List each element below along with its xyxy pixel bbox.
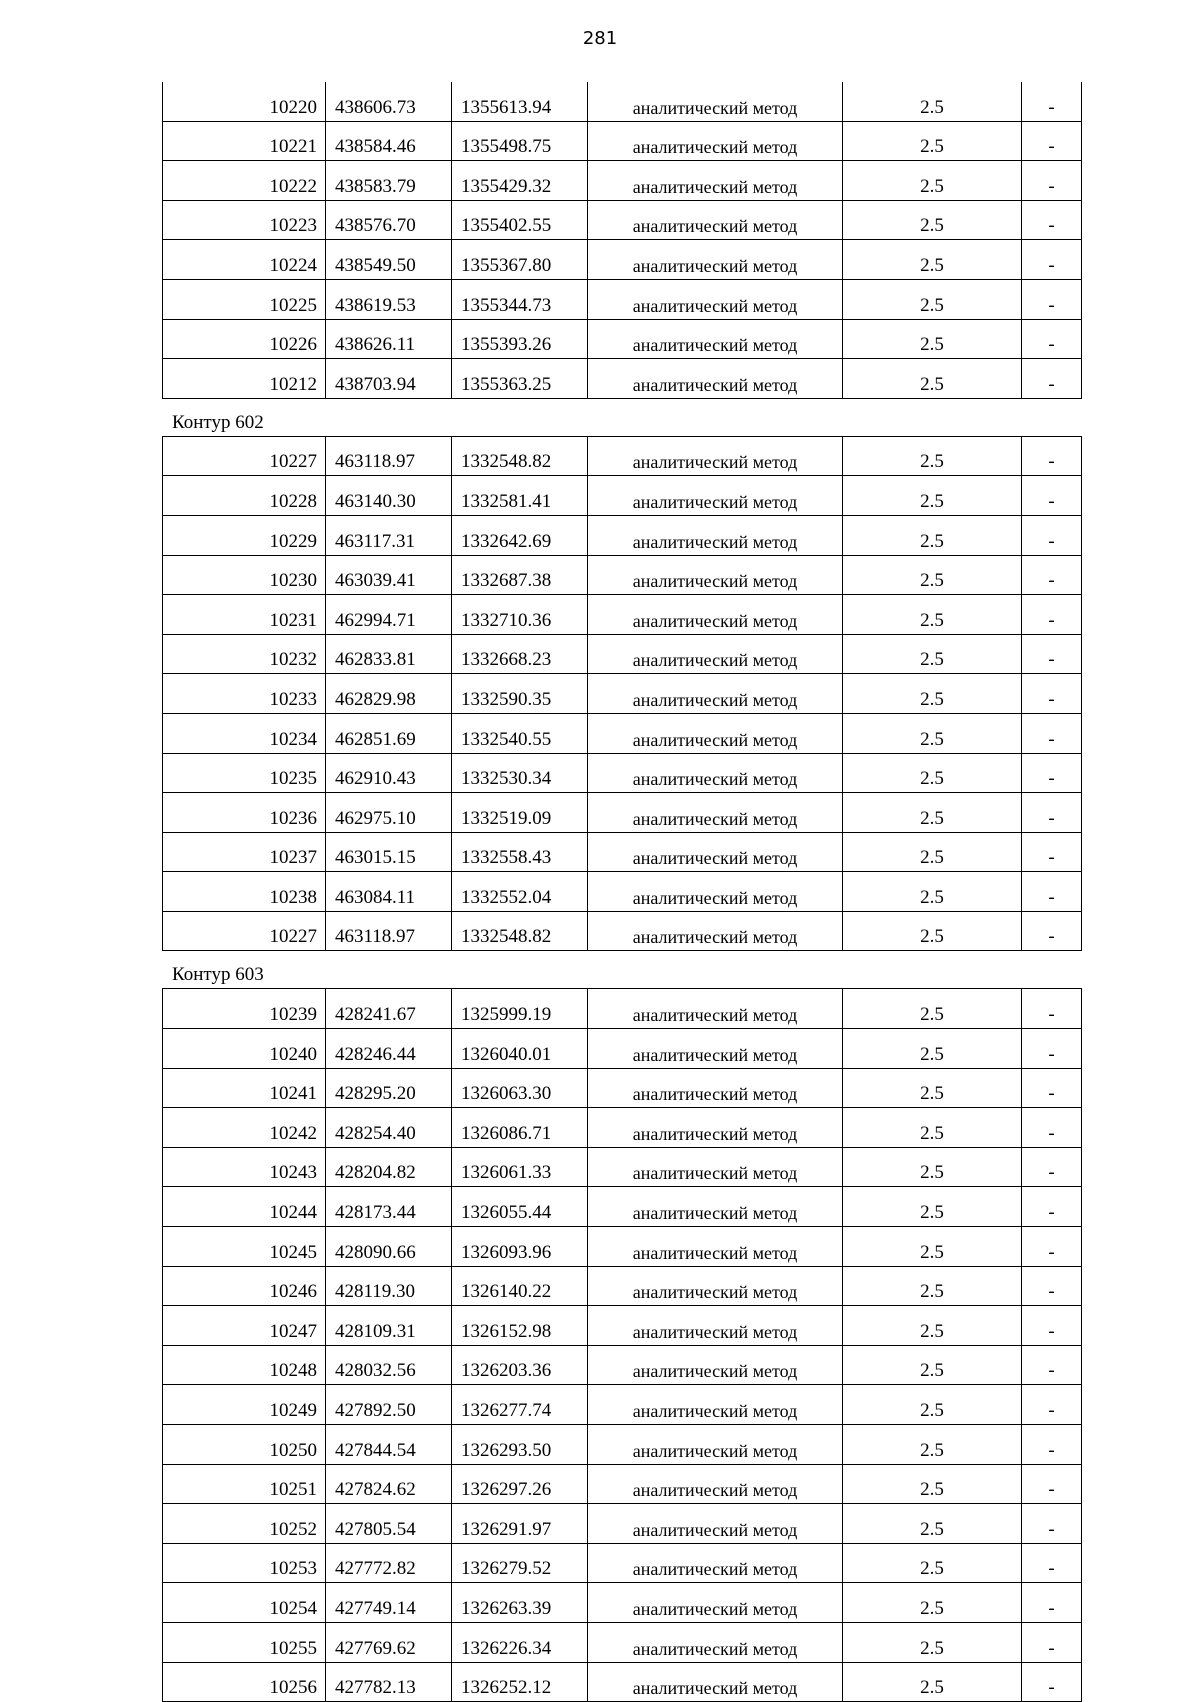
x-coordinate-cell: 428032.56 <box>326 1345 452 1385</box>
method-cell: аналитический метод <box>588 634 843 674</box>
method-cell: аналитический метод <box>588 989 843 1029</box>
description-cell: - <box>1022 240 1082 280</box>
description-cell: - <box>1022 793 1082 833</box>
contour-label: Контур 602 <box>172 411 264 433</box>
y-coordinate-cell: 1355498.75 <box>452 121 588 161</box>
point-number-cell: 10256 <box>163 1662 326 1702</box>
y-coordinate-cell: 1326203.36 <box>452 1345 588 1385</box>
precision-cell: 2.5 <box>843 121 1022 161</box>
table-row <box>163 515 1082 555</box>
method-cell: аналитический метод <box>588 713 843 753</box>
point-number-cell: 10247 <box>163 1306 326 1346</box>
point-number-cell: 10243 <box>163 1147 326 1187</box>
precision-cell: 2.5 <box>843 1622 1022 1662</box>
x-coordinate-cell: 438606.73 <box>326 82 452 121</box>
method-cell: аналитический метод <box>588 121 843 161</box>
x-coordinate-cell: 462975.10 <box>326 793 452 833</box>
method-cell: аналитический метод <box>588 1385 843 1425</box>
precision-cell: 2.5 <box>843 753 1022 793</box>
precision-cell: 2.5 <box>843 674 1022 714</box>
page-number: 281 <box>582 28 618 49</box>
description-cell: - <box>1022 1543 1082 1583</box>
precision-cell: 2.5 <box>843 1187 1022 1227</box>
description-cell: - <box>1022 319 1082 359</box>
method-cell: аналитический метод <box>588 1266 843 1306</box>
precision-cell: 2.5 <box>843 1425 1022 1465</box>
description-cell: - <box>1022 1068 1082 1108</box>
table-row <box>163 121 1082 161</box>
description-cell: - <box>1022 1385 1082 1425</box>
method-cell: аналитический метод <box>588 240 843 280</box>
x-coordinate-cell: 463084.11 <box>326 872 452 912</box>
point-number-cell: 10230 <box>163 555 326 595</box>
x-coordinate-cell: 438583.79 <box>326 161 452 201</box>
x-coordinate-cell: 438626.11 <box>326 319 452 359</box>
method-cell: аналитический метод <box>588 1504 843 1544</box>
point-number-cell: 10223 <box>163 200 326 240</box>
table-row <box>163 1425 1082 1465</box>
table-row <box>163 279 1082 319</box>
method-cell: аналитический метод <box>588 1464 843 1504</box>
point-number-cell: 10233 <box>163 674 326 714</box>
precision-cell: 2.5 <box>843 436 1022 476</box>
precision-cell: 2.5 <box>843 595 1022 635</box>
x-coordinate-cell: 438619.53 <box>326 279 452 319</box>
y-coordinate-cell: 1325999.19 <box>452 989 588 1029</box>
method-cell: аналитический метод <box>588 753 843 793</box>
method-cell: аналитический метод <box>588 1108 843 1148</box>
precision-cell: 2.5 <box>843 1345 1022 1385</box>
table-row <box>163 436 1082 476</box>
description-cell: - <box>1022 515 1082 555</box>
x-coordinate-cell: 427805.54 <box>326 1504 452 1544</box>
y-coordinate-cell: 1355363.25 <box>452 359 588 399</box>
precision-cell: 2.5 <box>843 1266 1022 1306</box>
x-coordinate-cell: 427772.82 <box>326 1543 452 1583</box>
description-cell: - <box>1022 121 1082 161</box>
point-number-cell: 10255 <box>163 1622 326 1662</box>
method-cell: аналитический метод <box>588 1029 843 1069</box>
precision-cell: 2.5 <box>843 515 1022 555</box>
y-coordinate-cell: 1332519.09 <box>452 793 588 833</box>
point-number-cell: 10232 <box>163 634 326 674</box>
precision-cell: 2.5 <box>843 1583 1022 1623</box>
table-row <box>163 1108 1082 1148</box>
y-coordinate-cell: 1355402.55 <box>452 200 588 240</box>
point-number-cell: 10242 <box>163 1108 326 1148</box>
method-cell: аналитический метод <box>588 1345 843 1385</box>
description-cell: - <box>1022 476 1082 516</box>
method-cell: аналитический метод <box>588 793 843 833</box>
precision-cell: 2.5 <box>843 200 1022 240</box>
point-number-cell: 10231 <box>163 595 326 635</box>
y-coordinate-cell: 1326291.97 <box>452 1504 588 1544</box>
table-row <box>163 319 1082 359</box>
point-number-cell: 10225 <box>163 279 326 319</box>
precision-cell: 2.5 <box>843 161 1022 201</box>
point-number-cell: 10236 <box>163 793 326 833</box>
point-number-cell: 10222 <box>163 161 326 201</box>
description-cell: - <box>1022 555 1082 595</box>
y-coordinate-cell: 1355393.26 <box>452 319 588 359</box>
y-coordinate-cell: 1326293.50 <box>452 1425 588 1465</box>
description-cell: - <box>1022 161 1082 201</box>
point-number-cell: 10226 <box>163 319 326 359</box>
table-row <box>163 1662 1082 1702</box>
precision-cell: 2.5 <box>843 476 1022 516</box>
description-cell: - <box>1022 279 1082 319</box>
method-cell: аналитический метод <box>588 1662 843 1702</box>
method-cell: аналитический метод <box>588 1543 843 1583</box>
method-cell: аналитический метод <box>588 1306 843 1346</box>
x-coordinate-cell: 428204.82 <box>326 1147 452 1187</box>
table-row <box>163 1306 1082 1346</box>
table-row <box>163 555 1082 595</box>
precision-cell: 2.5 <box>843 1385 1022 1425</box>
precision-cell: 2.5 <box>843 1068 1022 1108</box>
x-coordinate-cell: 438584.46 <box>326 121 452 161</box>
method-cell: аналитический метод <box>588 1425 843 1465</box>
precision-cell: 2.5 <box>843 555 1022 595</box>
description-cell: - <box>1022 1227 1082 1267</box>
y-coordinate-cell: 1326226.34 <box>452 1622 588 1662</box>
description-cell: - <box>1022 1306 1082 1346</box>
x-coordinate-cell: 428173.44 <box>326 1187 452 1227</box>
precision-cell: 2.5 <box>843 1662 1022 1702</box>
precision-cell: 2.5 <box>843 359 1022 399</box>
y-coordinate-cell: 1332642.69 <box>452 515 588 555</box>
y-coordinate-cell: 1326252.12 <box>452 1662 588 1702</box>
precision-cell: 2.5 <box>843 1543 1022 1583</box>
table-row <box>163 1622 1082 1662</box>
y-coordinate-cell: 1326061.33 <box>452 1147 588 1187</box>
method-cell: аналитический метод <box>588 1622 843 1662</box>
description-cell: - <box>1022 674 1082 714</box>
table-row <box>163 1464 1082 1504</box>
y-coordinate-cell: 1326297.26 <box>452 1464 588 1504</box>
table-row <box>163 634 1082 674</box>
description-cell: - <box>1022 82 1082 121</box>
y-coordinate-cell: 1326040.01 <box>452 1029 588 1069</box>
description-cell: - <box>1022 1622 1082 1662</box>
description-cell: - <box>1022 989 1082 1029</box>
x-coordinate-cell: 427749.14 <box>326 1583 452 1623</box>
x-coordinate-cell: 438703.94 <box>326 359 452 399</box>
coordinates-table <box>162 436 1082 952</box>
x-coordinate-cell: 428090.66 <box>326 1227 452 1267</box>
y-coordinate-cell: 1355429.32 <box>452 161 588 201</box>
y-coordinate-cell: 1326086.71 <box>452 1108 588 1148</box>
y-coordinate-cell: 1326063.30 <box>452 1068 588 1108</box>
x-coordinate-cell: 428119.30 <box>326 1266 452 1306</box>
precision-cell: 2.5 <box>843 279 1022 319</box>
y-coordinate-cell: 1332668.23 <box>452 634 588 674</box>
x-coordinate-cell: 428295.20 <box>326 1068 452 1108</box>
table-row <box>163 713 1082 753</box>
method-cell: аналитический метод <box>588 1583 843 1623</box>
method-cell: аналитический метод <box>588 555 843 595</box>
table-row <box>163 1583 1082 1623</box>
method-cell: аналитический метод <box>588 200 843 240</box>
precision-cell: 2.5 <box>843 713 1022 753</box>
method-cell: аналитический метод <box>588 832 843 872</box>
point-number-cell: 10224 <box>163 240 326 280</box>
y-coordinate-cell: 1332590.35 <box>452 674 588 714</box>
y-coordinate-cell: 1332552.04 <box>452 872 588 912</box>
y-coordinate-cell: 1355367.80 <box>452 240 588 280</box>
y-coordinate-cell: 1326093.96 <box>452 1227 588 1267</box>
coordinates-table <box>162 988 1082 1702</box>
table-row <box>163 161 1082 201</box>
y-coordinate-cell: 1326055.44 <box>452 1187 588 1227</box>
y-coordinate-cell: 1326263.39 <box>452 1583 588 1623</box>
x-coordinate-cell: 462994.71 <box>326 595 452 635</box>
x-coordinate-cell: 463118.97 <box>326 436 452 476</box>
y-coordinate-cell: 1332548.82 <box>452 436 588 476</box>
table-row <box>163 200 1082 240</box>
table-row <box>163 989 1082 1029</box>
x-coordinate-cell: 463039.41 <box>326 555 452 595</box>
y-coordinate-cell: 1332540.55 <box>452 713 588 753</box>
method-cell: аналитический метод <box>588 1187 843 1227</box>
precision-cell: 2.5 <box>843 1227 1022 1267</box>
point-number-cell: 10244 <box>163 1187 326 1227</box>
method-cell: аналитический метод <box>588 595 843 635</box>
description-cell: - <box>1022 1187 1082 1227</box>
method-cell: аналитический метод <box>588 359 843 399</box>
description-cell: - <box>1022 911 1082 951</box>
y-coordinate-cell: 1355613.94 <box>452 82 588 121</box>
table-row <box>163 872 1082 912</box>
description-cell: - <box>1022 1108 1082 1148</box>
table-row <box>163 82 1082 121</box>
description-cell: - <box>1022 359 1082 399</box>
method-cell: аналитический метод <box>588 436 843 476</box>
precision-cell: 2.5 <box>843 1147 1022 1187</box>
y-coordinate-cell: 1332687.38 <box>452 555 588 595</box>
table-row <box>163 1266 1082 1306</box>
y-coordinate-cell: 1332710.36 <box>452 595 588 635</box>
precision-cell: 2.5 <box>843 1108 1022 1148</box>
x-coordinate-cell: 427824.62 <box>326 1464 452 1504</box>
precision-cell: 2.5 <box>843 911 1022 951</box>
x-coordinate-cell: 428109.31 <box>326 1306 452 1346</box>
table-row <box>163 1147 1082 1187</box>
precision-cell: 2.5 <box>843 1464 1022 1504</box>
point-number-cell: 10254 <box>163 1583 326 1623</box>
description-cell: - <box>1022 200 1082 240</box>
method-cell: аналитический метод <box>588 161 843 201</box>
x-coordinate-cell: 428254.40 <box>326 1108 452 1148</box>
table-row <box>163 753 1082 793</box>
point-number-cell: 10238 <box>163 872 326 912</box>
point-number-cell: 10228 <box>163 476 326 516</box>
table-row <box>163 1227 1082 1267</box>
table-row <box>163 1345 1082 1385</box>
description-cell: - <box>1022 872 1082 912</box>
precision-cell: 2.5 <box>843 1306 1022 1346</box>
y-coordinate-cell: 1332558.43 <box>452 832 588 872</box>
method-cell: аналитический метод <box>588 872 843 912</box>
point-number-cell: 10227 <box>163 911 326 951</box>
y-coordinate-cell: 1326277.74 <box>452 1385 588 1425</box>
contour-label: Контур 603 <box>172 964 264 986</box>
point-number-cell: 10220 <box>163 82 326 121</box>
description-cell: - <box>1022 1266 1082 1306</box>
point-number-cell: 10252 <box>163 1504 326 1544</box>
table-row <box>163 674 1082 714</box>
precision-cell: 2.5 <box>843 832 1022 872</box>
method-cell: аналитический метод <box>588 82 843 121</box>
description-cell: - <box>1022 1029 1082 1069</box>
x-coordinate-cell: 427892.50 <box>326 1385 452 1425</box>
description-cell: - <box>1022 1425 1082 1465</box>
description-cell: - <box>1022 1464 1082 1504</box>
x-coordinate-cell: 463117.31 <box>326 515 452 555</box>
description-cell: - <box>1022 436 1082 476</box>
precision-cell: 2.5 <box>843 1029 1022 1069</box>
y-coordinate-cell: 1326140.22 <box>452 1266 588 1306</box>
method-cell: аналитический метод <box>588 1147 843 1187</box>
precision-cell: 2.5 <box>843 872 1022 912</box>
point-number-cell: 10251 <box>163 1464 326 1504</box>
document-body <box>162 82 1082 1702</box>
point-number-cell: 10248 <box>163 1345 326 1385</box>
description-cell: - <box>1022 832 1082 872</box>
description-cell: - <box>1022 753 1082 793</box>
y-coordinate-cell: 1332530.34 <box>452 753 588 793</box>
method-cell: аналитический метод <box>588 319 843 359</box>
table-row <box>163 1187 1082 1227</box>
description-cell: - <box>1022 595 1082 635</box>
precision-cell: 2.5 <box>843 319 1022 359</box>
point-number-cell: 10235 <box>163 753 326 793</box>
table-row <box>163 1068 1082 1108</box>
table-row <box>163 595 1082 635</box>
point-number-cell: 10212 <box>163 359 326 399</box>
y-coordinate-cell: 1326152.98 <box>452 1306 588 1346</box>
y-coordinate-cell: 1326279.52 <box>452 1543 588 1583</box>
y-coordinate-cell: 1332581.41 <box>452 476 588 516</box>
description-cell: - <box>1022 1662 1082 1702</box>
precision-cell: 2.5 <box>843 1504 1022 1544</box>
method-cell: аналитический метод <box>588 515 843 555</box>
x-coordinate-cell: 427844.54 <box>326 1425 452 1465</box>
precision-cell: 2.5 <box>843 793 1022 833</box>
x-coordinate-cell: 428246.44 <box>326 1029 452 1069</box>
point-number-cell: 10245 <box>163 1227 326 1267</box>
point-number-cell: 10249 <box>163 1385 326 1425</box>
table-row <box>163 1029 1082 1069</box>
x-coordinate-cell: 463118.97 <box>326 911 452 951</box>
x-coordinate-cell: 427769.62 <box>326 1622 452 1662</box>
table-row <box>163 476 1082 516</box>
y-coordinate-cell: 1332548.82 <box>452 911 588 951</box>
table-row <box>163 793 1082 833</box>
table-row <box>163 1543 1082 1583</box>
point-number-cell: 10240 <box>163 1029 326 1069</box>
table-row <box>163 911 1082 951</box>
x-coordinate-cell: 462829.98 <box>326 674 452 714</box>
precision-cell: 2.5 <box>843 240 1022 280</box>
point-number-cell: 10221 <box>163 121 326 161</box>
precision-cell: 2.5 <box>843 634 1022 674</box>
x-coordinate-cell: 463015.15 <box>326 832 452 872</box>
x-coordinate-cell: 427782.13 <box>326 1662 452 1702</box>
point-number-cell: 10234 <box>163 713 326 753</box>
method-cell: аналитический метод <box>588 1227 843 1267</box>
x-coordinate-cell: 438576.70 <box>326 200 452 240</box>
description-cell: - <box>1022 634 1082 674</box>
point-number-cell: 10241 <box>163 1068 326 1108</box>
description-cell: - <box>1022 1345 1082 1385</box>
description-cell: - <box>1022 1504 1082 1544</box>
method-cell: аналитический метод <box>588 476 843 516</box>
y-coordinate-cell: 1355344.73 <box>452 279 588 319</box>
x-coordinate-cell: 462833.81 <box>326 634 452 674</box>
description-cell: - <box>1022 1147 1082 1187</box>
point-number-cell: 10246 <box>163 1266 326 1306</box>
point-number-cell: 10239 <box>163 989 326 1029</box>
precision-cell: 2.5 <box>843 989 1022 1029</box>
point-number-cell: 10229 <box>163 515 326 555</box>
table-row <box>163 1504 1082 1544</box>
table-row <box>163 1385 1082 1425</box>
table-row <box>163 240 1082 280</box>
method-cell: аналитический метод <box>588 1068 843 1108</box>
precision-cell: 2.5 <box>843 82 1022 121</box>
x-coordinate-cell: 428241.67 <box>326 989 452 1029</box>
point-number-cell: 10237 <box>163 832 326 872</box>
method-cell: аналитический метод <box>588 279 843 319</box>
table-row <box>163 832 1082 872</box>
x-coordinate-cell: 463140.30 <box>326 476 452 516</box>
method-cell: аналитический метод <box>588 674 843 714</box>
x-coordinate-cell: 462851.69 <box>326 713 452 753</box>
coordinates-table <box>162 82 1082 399</box>
description-cell: - <box>1022 713 1082 753</box>
x-coordinate-cell: 462910.43 <box>326 753 452 793</box>
method-cell: аналитический метод <box>588 911 843 951</box>
point-number-cell: 10227 <box>163 436 326 476</box>
point-number-cell: 10253 <box>163 1543 326 1583</box>
description-cell: - <box>1022 1583 1082 1623</box>
table-row <box>163 359 1082 399</box>
x-coordinate-cell: 438549.50 <box>326 240 452 280</box>
point-number-cell: 10250 <box>163 1425 326 1465</box>
